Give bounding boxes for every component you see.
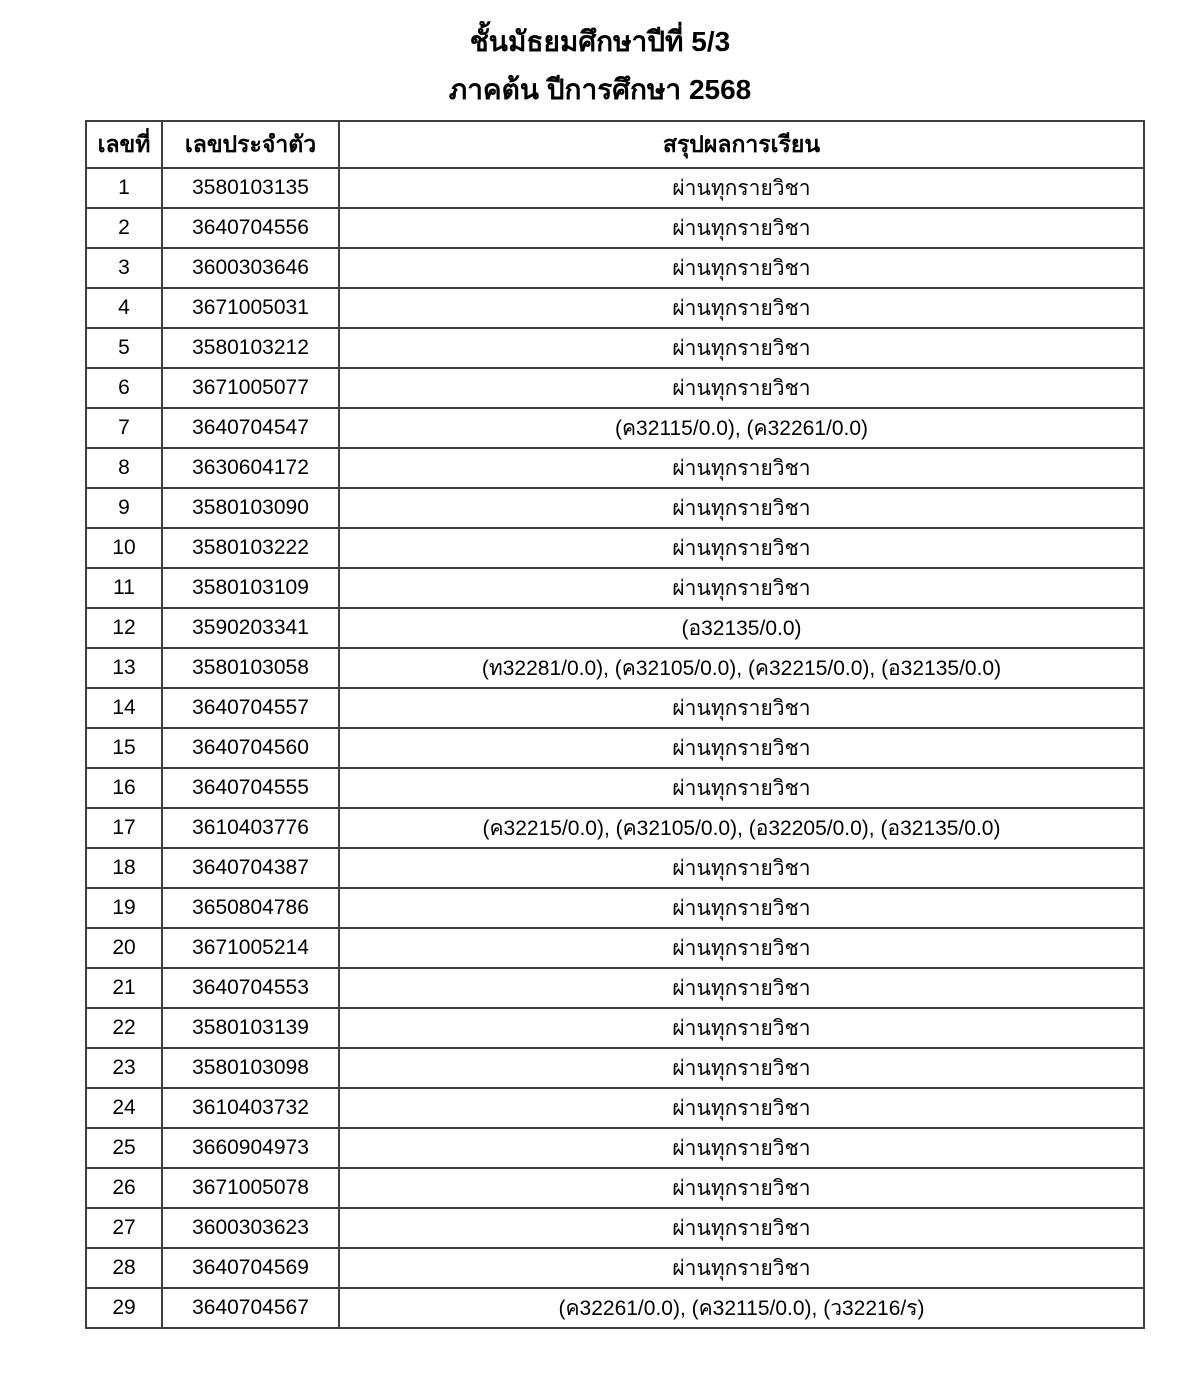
row-summary: ผ่านทุกรายวิชา bbox=[339, 968, 1144, 1008]
table-row bbox=[86, 808, 1144, 848]
row-no: 13 bbox=[86, 648, 162, 688]
row-student-id: 3671005031 bbox=[162, 288, 339, 328]
row-summary: ผ่านทุกรายวิชา bbox=[339, 1168, 1144, 1208]
row-summary: ผ่านทุกรายวิชา bbox=[339, 328, 1144, 368]
row-summary: ผ่านทุกรายวิชา bbox=[339, 288, 1144, 328]
row-summary: ผ่านทุกรายวิชา bbox=[339, 568, 1144, 608]
table-row bbox=[86, 168, 1144, 208]
row-summary: ผ่านทุกรายวิชา bbox=[339, 928, 1144, 968]
row-student-id: 3610403776 bbox=[162, 808, 339, 848]
row-no: 4 bbox=[86, 288, 162, 328]
row-student-id: 3610403732 bbox=[162, 1088, 339, 1128]
row-student-id: 3600303623 bbox=[162, 1208, 339, 1248]
table-row bbox=[86, 1088, 1144, 1128]
grade-summary-table bbox=[85, 120, 1145, 1329]
row-no: 6 bbox=[86, 368, 162, 408]
row-student-id: 3580103212 bbox=[162, 328, 339, 368]
row-summary: ผ่านทุกรายวิชา bbox=[339, 208, 1144, 248]
row-student-id: 3640704387 bbox=[162, 848, 339, 888]
table-row bbox=[86, 488, 1144, 528]
row-student-id: 3660904973 bbox=[162, 1128, 339, 1168]
row-no: 8 bbox=[86, 448, 162, 488]
table-row bbox=[86, 848, 1144, 888]
row-summary: (ค32115/0.0), (ค32261/0.0) bbox=[339, 408, 1144, 448]
row-no: 28 bbox=[86, 1248, 162, 1288]
row-summary: ผ่านทุกรายวิชา bbox=[339, 1048, 1144, 1088]
row-summary: ผ่านทุกรายวิชา bbox=[339, 1248, 1144, 1288]
row-summary: ผ่านทุกรายวิชา bbox=[339, 688, 1144, 728]
row-student-id: 3640704557 bbox=[162, 688, 339, 728]
row-summary: ผ่านทุกรายวิชา bbox=[339, 888, 1144, 928]
row-summary: (ค32215/0.0), (ค32105/0.0), (อ32205/0.0), (อ32135/0.0) bbox=[339, 808, 1144, 848]
row-student-id: 3640704560 bbox=[162, 728, 339, 768]
row-summary: ผ่านทุกรายวิชา bbox=[339, 1208, 1144, 1248]
row-student-id: 3580103058 bbox=[162, 648, 339, 688]
table-row bbox=[86, 368, 1144, 408]
table-row bbox=[86, 688, 1144, 728]
page-title: ชั้นมัธยมศึกษาปีที่ 5/3 bbox=[469, 26, 731, 57]
page-subtitle: ภาคต้น ปีการศึกษา 2568 bbox=[448, 74, 752, 105]
row-no: 11 bbox=[86, 568, 162, 608]
row-no: 3 bbox=[86, 248, 162, 288]
row-student-id: 3580103139 bbox=[162, 1008, 339, 1048]
row-summary: ผ่านทุกรายวิชา bbox=[339, 448, 1144, 488]
row-student-id: 3671005078 bbox=[162, 1168, 339, 1208]
table-row bbox=[86, 528, 1144, 568]
row-no: 15 bbox=[86, 728, 162, 768]
row-no: 27 bbox=[86, 1208, 162, 1248]
row-student-id: 3671005077 bbox=[162, 368, 339, 408]
row-student-id: 3640704547 bbox=[162, 408, 339, 448]
table-row bbox=[86, 248, 1144, 288]
row-student-id: 3630604172 bbox=[162, 448, 339, 488]
row-no: 10 bbox=[86, 528, 162, 568]
row-student-id: 3650804786 bbox=[162, 888, 339, 928]
row-student-id: 3671005214 bbox=[162, 928, 339, 968]
row-summary: ผ่านทุกรายวิชา bbox=[339, 488, 1144, 528]
row-summary: (อ32135/0.0) bbox=[339, 608, 1144, 648]
table-row bbox=[86, 1248, 1144, 1288]
row-student-id: 3580103222 bbox=[162, 528, 339, 568]
row-no: 17 bbox=[86, 808, 162, 848]
row-no: 2 bbox=[86, 208, 162, 248]
row-no: 5 bbox=[86, 328, 162, 368]
row-student-id: 3600303646 bbox=[162, 248, 339, 288]
table-row bbox=[86, 288, 1144, 328]
row-summary: ผ่านทุกรายวิชา bbox=[339, 1008, 1144, 1048]
row-no: 26 bbox=[86, 1168, 162, 1208]
row-summary: ผ่านทุกรายวิชา bbox=[339, 168, 1144, 208]
table-row bbox=[86, 768, 1144, 808]
table-row bbox=[86, 568, 1144, 608]
table-row bbox=[86, 608, 1144, 648]
row-student-id: 3580103135 bbox=[162, 168, 339, 208]
table-row bbox=[86, 1008, 1144, 1048]
row-no: 1 bbox=[86, 168, 162, 208]
row-summary: ผ่านทุกรายวิชา bbox=[339, 248, 1144, 288]
row-summary: ผ่านทุกรายวิชา bbox=[339, 1128, 1144, 1168]
table-row bbox=[86, 968, 1144, 1008]
row-summary: (ท32281/0.0), (ค32105/0.0), (ค32215/0.0), (อ32135/0.0) bbox=[339, 648, 1144, 688]
table-row bbox=[86, 1048, 1144, 1088]
row-no: 9 bbox=[86, 488, 162, 528]
row-student-id: 3580103109 bbox=[162, 568, 339, 608]
table-body bbox=[86, 168, 1144, 1328]
table-head bbox=[86, 121, 1144, 168]
header-student-id: เลขประจำตัว bbox=[162, 121, 339, 168]
row-summary: ผ่านทุกรายวิชา bbox=[339, 768, 1144, 808]
table-row bbox=[86, 888, 1144, 928]
row-student-id: 3580103090 bbox=[162, 488, 339, 528]
table-row bbox=[86, 1208, 1144, 1248]
row-no: 24 bbox=[86, 1088, 162, 1128]
table-row bbox=[86, 1288, 1144, 1328]
row-no: 29 bbox=[86, 1288, 162, 1328]
row-summary: ผ่านทุกรายวิชา bbox=[339, 368, 1144, 408]
row-summary: ผ่านทุกรายวิชา bbox=[339, 848, 1144, 888]
header-no: เลขที่ bbox=[86, 121, 162, 168]
row-no: 22 bbox=[86, 1008, 162, 1048]
row-no: 25 bbox=[86, 1128, 162, 1168]
row-summary: ผ่านทุกรายวิชา bbox=[339, 728, 1144, 768]
row-summary: ผ่านทุกรายวิชา bbox=[339, 1088, 1144, 1128]
table-row bbox=[86, 328, 1144, 368]
row-no: 20 bbox=[86, 928, 162, 968]
row-no: 19 bbox=[86, 888, 162, 928]
row-student-id: 3640704569 bbox=[162, 1248, 339, 1288]
row-no: 16 bbox=[86, 768, 162, 808]
row-no: 23 bbox=[86, 1048, 162, 1088]
table-row bbox=[86, 448, 1144, 488]
row-student-id: 3640704567 bbox=[162, 1288, 339, 1328]
table-row bbox=[86, 928, 1144, 968]
table-row bbox=[86, 728, 1144, 768]
table-row bbox=[86, 208, 1144, 248]
header-row bbox=[86, 121, 1144, 168]
row-student-id: 3640704555 bbox=[162, 768, 339, 808]
row-student-id: 3640704556 bbox=[162, 208, 339, 248]
row-student-id: 3640704553 bbox=[162, 968, 339, 1008]
row-no: 7 bbox=[86, 408, 162, 448]
row-no: 12 bbox=[86, 608, 162, 648]
row-student-id: 3590203341 bbox=[162, 608, 339, 648]
row-summary: ผ่านทุกรายวิชา bbox=[339, 528, 1144, 568]
table-row bbox=[86, 1168, 1144, 1208]
row-no: 18 bbox=[86, 848, 162, 888]
row-student-id: 3580103098 bbox=[162, 1048, 339, 1088]
table-row bbox=[86, 408, 1144, 448]
table-row bbox=[86, 648, 1144, 688]
table-row bbox=[86, 1128, 1144, 1168]
row-no: 21 bbox=[86, 968, 162, 1008]
row-no: 14 bbox=[86, 688, 162, 728]
row-summary: (ค32261/0.0), (ค32115/0.0), (ว32216/ร) bbox=[339, 1288, 1144, 1328]
header-summary: สรุปผลการเรียน bbox=[339, 121, 1144, 168]
